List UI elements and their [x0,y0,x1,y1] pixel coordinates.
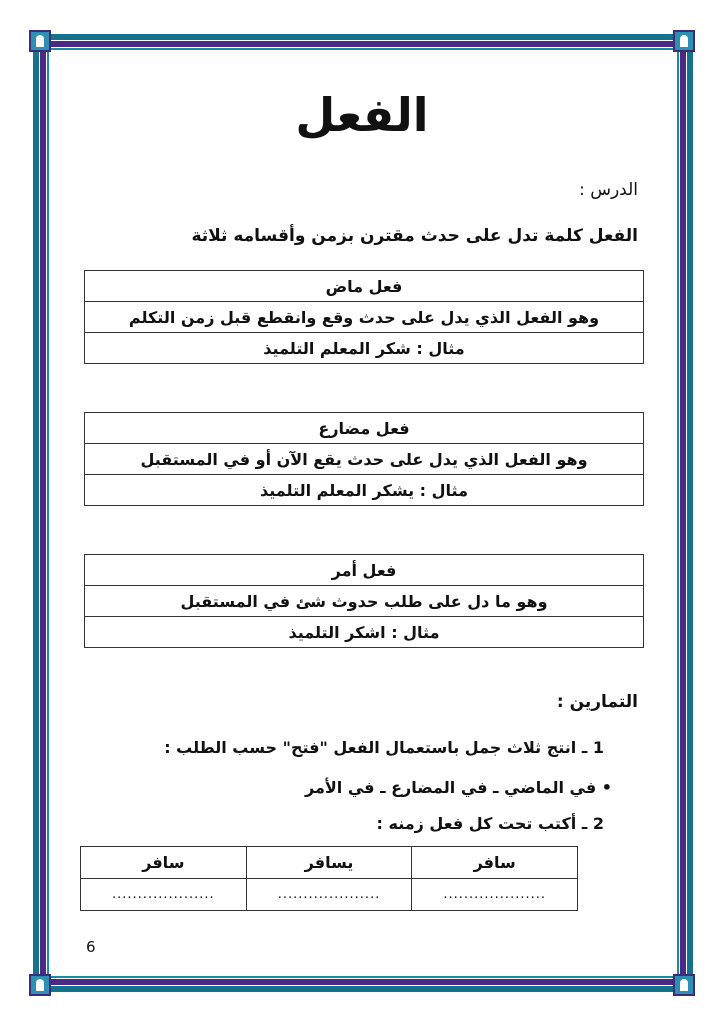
verb-definition: الفعل كلمة تدل على حدث مقترن بزمن وأقسامه ثلاثة [191,226,638,246]
section-description: وهو الفعل الذي يدل على حدث يقع الآن أو في المستقبل [85,444,644,475]
section-name: فعل ماض [85,271,644,302]
exercises-heading: التمارين : [556,692,638,712]
answer-blank[interactable]: .................... [246,879,412,911]
page-number: 6 [86,938,96,956]
section-example: مثال : اشكر التلميذ [85,617,644,648]
verb-cell: سافر [81,847,247,879]
section-description: وهو ما دل على طلب حدوث شئ في المستقبل [85,586,644,617]
imperative-verb-table [84,554,644,648]
answer-blank[interactable]: .................... [81,879,247,911]
present-verb-table [84,412,644,506]
section-name: فعل أمر [85,555,644,586]
exercise-1: 1 ـ انتج ثلاث جمل باستعمال الفعل "فتح" حسب الطلب : [164,738,604,757]
corner-ornament-icon [673,30,695,52]
verbs-table [80,846,578,911]
verb-cell: يسافر [246,847,412,879]
corner-ornament-icon [29,30,51,52]
exercise-1-bullet: • في الماضي ـ في المضارع ـ في الأمر [305,778,612,797]
page-title: الفعل [295,88,429,142]
verb-cell: سافر [412,847,578,879]
section-description: وهو الفعل الذي يدل على حدث وقع وانقطع قبل زمن التكلم [85,302,644,333]
lesson-label: الدرس : [579,180,638,200]
past-verb-table [84,270,644,364]
exercise-2: 2 ـ أكتب تحت كل فعل زمنه : [376,814,604,833]
answer-blank[interactable]: .................... [412,879,578,911]
corner-ornament-icon [29,974,51,996]
section-name: فعل مضارع [85,413,644,444]
section-example: مثال : يشكر المعلم التلميذ [85,475,644,506]
section-example: مثال : شكر المعلم التلميذ [85,333,644,364]
corner-ornament-icon [673,974,695,996]
